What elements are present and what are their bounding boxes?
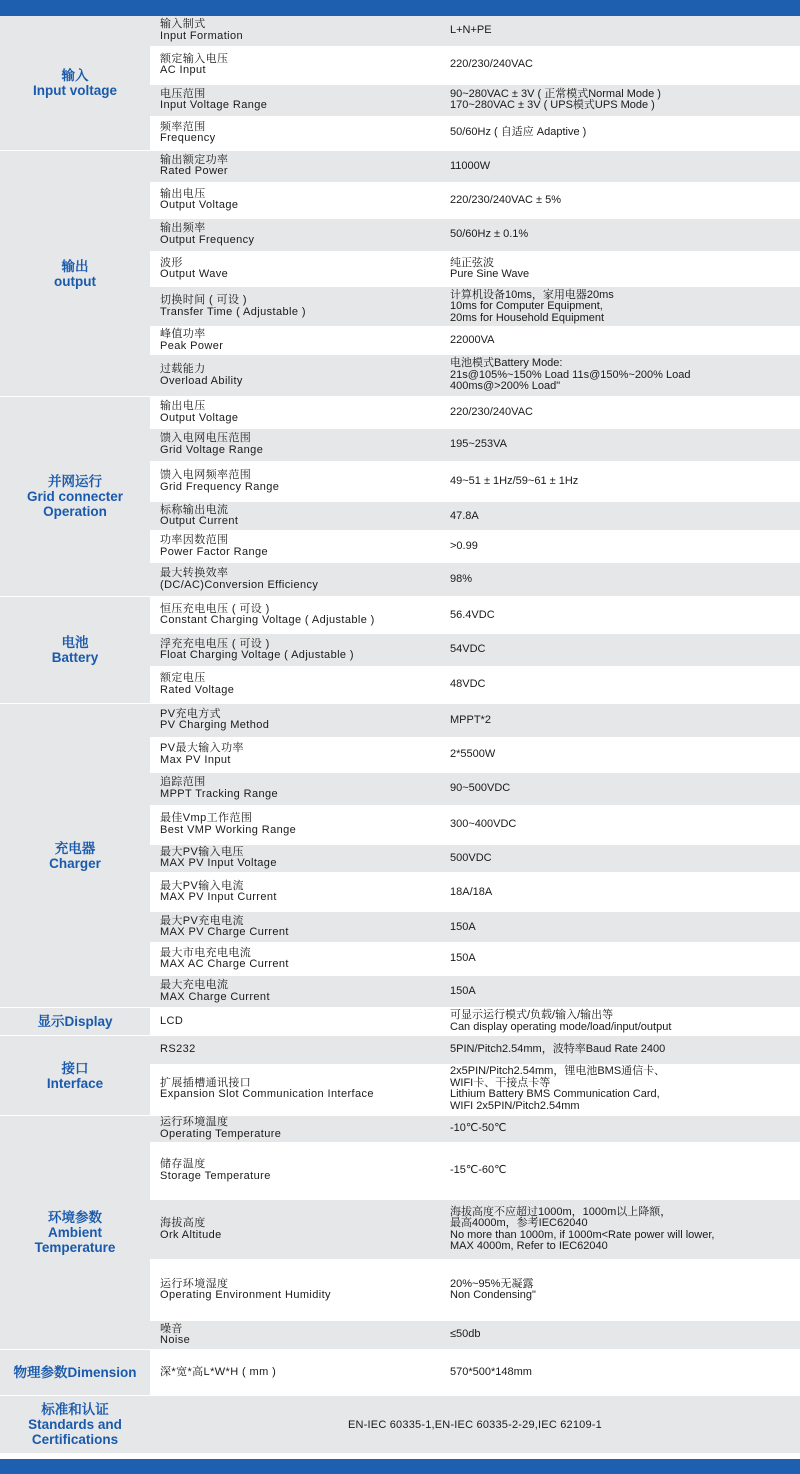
spec-row: [150, 1036, 800, 1064]
section-title-line: output: [54, 273, 96, 289]
spec-value: [440, 1123, 800, 1135]
sections.2.rows.5.value-line: 98%: [450, 572, 473, 585]
spec-row: [150, 355, 800, 396]
sections.7.rows.1.name-line: 储存温度: [160, 1158, 206, 1171]
sections.7.rows.2.value-line: 最高4000m，参考IEC62040: [450, 1217, 588, 1230]
spec-name: [150, 505, 440, 528]
sections.6.rows.1.value-line: Lithium Battery BMS Communication Card,: [450, 1088, 660, 1101]
spec-row: [150, 872, 800, 912]
sections.8.rows.0.name-line: 深*宽*高L*W*H ( mm ): [160, 1365, 277, 1378]
spec-name: [150, 223, 440, 246]
spec-value: [440, 887, 800, 899]
spec-value: [440, 922, 800, 934]
sections.8.rows.0.value-line: 570*500*148mm: [450, 1365, 532, 1378]
section-title-line: Charger: [49, 855, 101, 871]
spec-name: [150, 19, 440, 42]
section-battery: [0, 597, 800, 704]
sections.3.rows.0.name-line: Constant Charging Voltage ( Adjustable ): [160, 614, 375, 627]
spec-name: [150, 258, 440, 281]
spec-value: [440, 541, 800, 553]
spec-name: [150, 709, 440, 732]
sections.1.rows.3.name-line: Output Wave: [160, 268, 229, 281]
spec-row: [150, 942, 800, 976]
sections.4.rows.3.name-line: 最佳Vmp工作范围: [160, 812, 253, 825]
sections.1.rows.4.name-line: 切换时间 ( 可设 ): [160, 294, 247, 307]
spec-row: [150, 85, 800, 117]
sections.4.rows.7.value-line: 150A: [450, 952, 476, 965]
sections.0.rows.0.name-line: Input Formation: [160, 29, 244, 42]
section-title-line: 物理参数Dimension: [13, 1365, 137, 1380]
spec-row: [150, 530, 800, 563]
spec-value: [440, 476, 800, 488]
sections.6.rows.1.value-line: WIFI 2x5PIN/Pitch2.54mm: [450, 1099, 580, 1112]
spec-row: [150, 502, 800, 530]
sections.2.rows.2.name-line: Grid Frequency Range: [160, 480, 280, 493]
sections.3.rows.1.name-line: 浮充充电电压 ( 可设 ): [160, 637, 270, 650]
sections.4.rows.1.name-line: Max PV Input: [160, 753, 231, 766]
spec-row: [150, 773, 800, 805]
sections.4.rows.2.name-line: MPPT Tracking Range: [160, 787, 279, 800]
spec-name: [150, 980, 440, 1003]
spec-name: [150, 329, 440, 352]
sections.0.rows.1.name-line: 额定输入电压: [160, 52, 229, 65]
section-standards: [0, 1396, 800, 1453]
sections.0.rows.2.value-line: 170~280VAC ± 3V ( UPS模式UPS Mode ): [450, 99, 655, 112]
spec-value: [440, 1165, 800, 1177]
spec-value: [440, 644, 800, 656]
section-title-line: 输出: [61, 258, 89, 274]
spec-name: [150, 1324, 440, 1347]
spec-value: [440, 749, 800, 761]
sections.4.rows.0.value-line: MPPT*2: [450, 713, 491, 726]
sections.4.rows.5.name-line: 最大PV输入电流: [160, 879, 244, 892]
section-title-line: Operation: [43, 504, 107, 519]
spec-value: [440, 610, 800, 622]
sections.1.rows.2.name-line: Output Frequency: [160, 233, 255, 246]
spec-row: [150, 16, 800, 46]
sections.4.rows.3.value-line: 300~400VDC: [450, 817, 517, 830]
spec-value: [440, 1044, 800, 1056]
sections.1.rows.5.name-line: Peak Power: [160, 339, 224, 352]
sections.1.rows.1.name-line: 输出电压: [160, 187, 206, 200]
spec-value: [440, 407, 800, 419]
sections.1.rows.1.name-line: Output Voltage: [160, 199, 239, 212]
spec-value: [440, 1367, 800, 1379]
section-title-line: Standards and: [28, 1417, 122, 1432]
sections.1.rows.5.value-line: 22000VA: [450, 333, 495, 346]
section-title: [0, 151, 150, 396]
section-temperature: [0, 1116, 800, 1350]
sections.7.rows.3.name-line: Operating Environment Humidity: [160, 1289, 331, 1302]
sections.6.rows.1.value-line: WIFI卡、干接点卡等: [450, 1076, 551, 1089]
spec-row: [150, 563, 800, 596]
section-charger: [0, 704, 800, 1008]
spec-value: [440, 1207, 800, 1253]
spec-name: [150, 155, 440, 178]
spec-row: [150, 461, 800, 503]
sections.3.rows.2.name-line: 额定电压: [160, 672, 206, 685]
spec-value: [440, 511, 800, 523]
section-dimension: [0, 1350, 800, 1396]
section-input-voltage: [0, 16, 800, 151]
sections.2.rows.0.name-line: 输出电压: [160, 400, 206, 413]
sections.7.rows.2.name-line: 海拔高度: [160, 1217, 206, 1230]
section-title-line: Temperature: [34, 1240, 116, 1255]
top-bar: [0, 0, 800, 16]
sections.7.rows.3.name-line: 运行环境湿度: [160, 1277, 229, 1290]
spec-row: [150, 1142, 800, 1200]
spec-row: [150, 1321, 800, 1349]
section-operation: [0, 397, 800, 597]
section-display: [0, 1008, 800, 1036]
sections.0.rows.1.value-line: 220/230/240VAC: [450, 58, 533, 71]
spec-row: [150, 597, 800, 634]
sections.4.rows.1.value-line: 2*5500W: [450, 748, 496, 761]
spec-row: [150, 116, 800, 150]
spec-name: [150, 295, 440, 318]
sections.2.rows.2.value-line: 49~51 ± 1Hz/59~61 ± 1Hz: [450, 474, 579, 487]
section-title-line: Battery: [51, 650, 99, 665]
sections.4.rows.6.value-line: 150A: [450, 920, 476, 933]
sections.0.rows.3.value-line: 50/60Hz ( 自适应 Adaptive ): [450, 126, 587, 139]
section-title-line: 并网运行: [48, 474, 102, 489]
sections.1.rows.2.name-line: 输出频率: [160, 222, 206, 235]
spec-row: [150, 1064, 800, 1115]
sections.1.rows.5.name-line: 峰值功率: [160, 328, 206, 341]
section-title-line: 显示Display: [37, 1014, 113, 1029]
sections.6.rows.1.name-line: Expansion Slot Communication Interface: [160, 1088, 374, 1101]
spec-value: [440, 161, 800, 173]
sections.1.rows.0.name-line: Rated Power: [160, 165, 228, 178]
section-title: [0, 1396, 150, 1453]
spec-value: [440, 819, 800, 831]
spec-name: [150, 364, 440, 387]
sections.4.rows.0.name-line: PV充电方式: [160, 707, 222, 720]
sections.4.rows.6.name-line: 最大PV充电电流: [160, 914, 244, 927]
sections.2.rows.2.name-line: 馈入电网频率范围: [160, 469, 252, 482]
sections.3.rows.1.name-line: Float Charging Voltage ( Adjustable ): [160, 649, 354, 661]
spec-name: [150, 673, 440, 696]
sections.2.rows.0.name-line: Output Voltage: [160, 411, 239, 424]
sections.2.rows.0.value-line: 220/230/240VAC: [450, 406, 533, 419]
sections.4.rows.4.name-line: 最大PV输入电压: [160, 845, 244, 858]
spec-value: [440, 59, 800, 71]
section-title: [0, 1036, 150, 1115]
spec-value: [440, 953, 800, 965]
sections.0.rows.2.name-line: 电压范围: [160, 87, 206, 100]
bottom-bar: [0, 1459, 800, 1474]
sections.1.rows.0.name-line: 输出额定功率: [160, 153, 229, 166]
sections.1.rows.4.name-line: Transfer Time ( Adjustable ): [160, 305, 306, 318]
sections.2.rows.1.name-line: 馈入电网电压范围: [160, 432, 252, 445]
spec-name: [150, 1044, 440, 1056]
sections.6.rows.0.name-line: RS232: [160, 1043, 196, 1056]
spec-row: [150, 1259, 800, 1321]
sections.1.rows.4.value-line: 10ms for Computer Equipment,: [450, 300, 603, 313]
spec-row: [150, 151, 800, 182]
spec-name: [150, 847, 440, 870]
spec-name: [150, 1117, 440, 1140]
sections.4.rows.2.value-line: 90~500VDC: [450, 781, 511, 794]
sections.5.rows.0.value-line: Can display operating mode/load/input/output: [450, 1020, 672, 1033]
spec-name: [150, 881, 440, 904]
sections.2.rows.3.name-line: Output Current: [160, 515, 239, 528]
spec-name: [150, 1016, 440, 1028]
sections.7.rows.0.name-line: 运行环境温度: [160, 1116, 229, 1129]
spec-table: [0, 16, 800, 1459]
sections.2.rows.4.name-line: 功率因数范围: [160, 534, 229, 547]
sections.7.rows.3.value-line: Non Condensing": [450, 1289, 536, 1302]
sections.1.rows.3.value-line: 纯正弦波: [450, 256, 494, 269]
spec-row: [150, 704, 800, 737]
spec-value: [440, 195, 800, 207]
section-title-line: Grid connecter: [26, 489, 124, 504]
sections.1.rows.3.value-line: Pure Sine Wave: [450, 268, 530, 281]
spec-row: [150, 326, 800, 355]
spec-value: [440, 25, 800, 37]
spec-value: [440, 290, 800, 325]
section-title: [0, 1350, 150, 1395]
spec-value: [440, 1010, 800, 1033]
sections.7.rows.4.name-line: Noise: [160, 1334, 191, 1347]
spec-row: [150, 737, 800, 773]
sections.4.rows.7.name-line: MAX AC Charge Current: [160, 958, 289, 971]
spec-row: [150, 429, 800, 461]
section-title: [0, 704, 150, 1007]
sections.3.rows.2.value-line: 48VDC: [450, 677, 486, 690]
sections.4.rows.4.value-line: 500VDC: [450, 851, 492, 864]
spec-value: [440, 335, 800, 347]
section-title: [0, 16, 150, 150]
sections.4.rows.8.value-line: 150A: [450, 984, 476, 997]
sections.0.rows.1.name-line: AC Input: [160, 64, 207, 77]
sections.1.rows.6.name-line: 过载能力: [160, 363, 206, 376]
sections.3.rows.0.name-line: 恒压充电电压 ( 可设 ): [160, 602, 270, 615]
sections.1.rows.3.name-line: 波形: [160, 256, 183, 269]
section-interface: [0, 1036, 800, 1116]
spec-name: [150, 1367, 440, 1379]
spec-row: [150, 251, 800, 288]
spec-name: [150, 1218, 440, 1241]
spec-row: [150, 912, 800, 942]
sections.7.rows.2.value-line: MAX 4000m, Refer to IEC62040: [450, 1240, 608, 1253]
section-title-line: 电池: [61, 635, 89, 650]
spec-name: [150, 777, 440, 800]
spec-row: [150, 805, 800, 845]
sections.2.rows.5.name-line: (DC/AC)Conversion Efficiency: [160, 578, 319, 591]
spec-row: [150, 1350, 800, 1395]
spec-name: [150, 1279, 440, 1302]
standards-value: EN-IEC 60335-1,EN-IEC 60335-2-29,IEC 62109-1: [150, 1396, 800, 1453]
sections.7.rows.4.value-line: ≤50db: [450, 1328, 481, 1341]
spec-name: [150, 604, 440, 627]
spec-value: [440, 715, 800, 727]
sections.1.rows.6.value-line: 电池模式Battery Mode:: [450, 357, 563, 370]
spec-value: [440, 358, 800, 393]
sections.0.rows.2.value-line: 90~280VAC ± 3V ( 正常模式Normal Mode ): [450, 87, 661, 100]
spec-value: [440, 986, 800, 998]
spec-name: [150, 1078, 440, 1101]
sections.4.rows.7.name-line: 最大市电充电电流: [160, 946, 252, 959]
section-title: [0, 1008, 150, 1035]
sections.7.rows.2.value-line: No more than 1000m, if 1000m<Rate power will lower,: [450, 1228, 715, 1241]
spec-name: [150, 568, 440, 591]
spec-row: [150, 634, 800, 667]
sections.7.rows.0.value-line: -10℃-50℃: [450, 1122, 507, 1135]
section-title-line: Ambient: [48, 1225, 102, 1240]
spec-name: [150, 639, 440, 662]
spec-name: [150, 122, 440, 145]
spec-name: [150, 813, 440, 836]
section-title-line: 环境参数: [48, 1210, 102, 1225]
sections.4.rows.6.name-line: MAX PV Charge Current: [160, 926, 289, 939]
spec-row: [150, 1008, 800, 1035]
spec-row: [150, 666, 800, 703]
spec-name: [150, 89, 440, 112]
section-title-line: 标准和认证: [41, 1402, 109, 1417]
sections.2.rows.3.value-line: 47.8A: [450, 509, 479, 522]
sections.0.rows.3.name-line: 频率范围: [160, 120, 206, 133]
sections.6.rows.1.name-line: 扩展插槽通讯接口: [160, 1076, 252, 1089]
spec-row: [150, 976, 800, 1007]
spec-row: [150, 287, 800, 326]
sections.7.rows.1.name-line: Storage Temperature: [160, 1169, 271, 1182]
sections.5.rows.0.value-line: 可显示运行模式/负载/输入/输出等: [450, 1009, 614, 1021]
sections.1.rows.6.value-line: 400ms@>200% Load": [450, 380, 561, 393]
sections.1.rows.6.value-line: 21s@105%~150% Load 11s@150%~200% Load: [450, 368, 691, 381]
section-title-line: Input voltage: [33, 83, 117, 98]
sections.1.rows.0.value-line: 11000W: [450, 159, 491, 172]
sections.4.rows.4.name-line: MAX PV Input Voltage: [160, 857, 277, 870]
sections.1.rows.4.value-line: 20ms for Household Equipment: [450, 311, 605, 324]
spec-value: [440, 1066, 800, 1112]
sections.1.rows.6.name-line: Overload Ability: [160, 374, 243, 387]
sections.6.rows.0.value-line: 5PIN/Pitch2.54mm，波特率Baud Rate 2400: [450, 1043, 666, 1056]
sections.7.rows.3.value-line: 20%~95%无凝露: [450, 1277, 534, 1290]
spec-row: [150, 397, 800, 429]
spec-row: [150, 46, 800, 85]
spec-value: [440, 679, 800, 691]
sections.2.rows.1.name-line: Grid Voltage Range: [160, 443, 264, 456]
spec-row: [150, 1116, 800, 1142]
sections.1.rows.2.value-line: 50/60Hz ± 0.1%: [450, 227, 529, 240]
sections.3.rows.0.value-line: 56.4VDC: [450, 608, 495, 621]
spec-value: [440, 1279, 800, 1302]
spec-row: [150, 182, 800, 219]
sections.5.rows.0.name-line: LCD: [160, 1014, 184, 1027]
spec-value: [440, 574, 800, 586]
spec-value: [440, 439, 800, 451]
section-title-line: 充电器: [54, 840, 96, 856]
spec-value: [440, 89, 800, 112]
spec-value: [440, 229, 800, 241]
section-title: [0, 1116, 150, 1349]
sections.1.rows.1.value-line: 220/230/240VAC ± 5%: [450, 193, 562, 206]
sections.3.rows.2.name-line: Rated Voltage: [160, 683, 235, 696]
sections.3.rows.1.value-line: 54VDC: [450, 643, 486, 656]
sections.4.rows.5.name-line: MAX PV Input Current: [160, 891, 277, 904]
sections.4.rows.1.name-line: PV最大输入功率: [160, 742, 244, 755]
sections.2.rows.3.name-line: 标称输出电流: [160, 503, 229, 516]
sections.7.rows.4.name-line: 噪音: [160, 1322, 183, 1335]
sections.4.rows.3.name-line: Best VMP Working Range: [160, 823, 297, 836]
spec-row: [150, 1200, 800, 1260]
spec-row: [150, 219, 800, 251]
section-output: [0, 151, 800, 397]
spec-value: [440, 127, 800, 139]
sections.4.rows.8.name-line: 最大充电电流: [160, 979, 229, 992]
spec-name: [150, 401, 440, 424]
spec-name: [150, 916, 440, 939]
sections.2.rows.5.name-line: 最大转换效率: [160, 567, 229, 580]
sections.0.rows.2.name-line: Input Voltage Range: [160, 99, 268, 112]
sections.0.rows.0.value-line: L+N+PE: [450, 24, 492, 37]
spec-value: [440, 1329, 800, 1341]
spec-name: [150, 1159, 440, 1182]
sections.4.rows.5.value-line: 18A/18A: [450, 885, 493, 898]
spec-name: [150, 948, 440, 971]
sections.2.rows.1.value-line: 195~253VA: [450, 438, 507, 451]
section-title-line: 接口: [61, 1060, 89, 1076]
spec-name: [150, 743, 440, 766]
sections.2.rows.4.value-line: >0.99: [450, 540, 478, 552]
spec-name: [150, 433, 440, 456]
spec-row: [150, 845, 800, 873]
sections.4.rows.8.name-line: MAX Charge Current: [160, 990, 270, 1003]
sections.7.rows.0.name-line: Operating Temperature: [160, 1127, 282, 1140]
sections.4.rows.2.name-line: 追踪范围: [160, 776, 206, 789]
section-title-line: Certifications: [31, 1432, 119, 1447]
spec-value: [440, 853, 800, 865]
spec-name: [150, 54, 440, 77]
sections.2.rows.4.name-line: Power Factor Range: [160, 545, 269, 558]
spec-name: [150, 535, 440, 558]
section-title-line: Interface: [46, 1075, 104, 1091]
sections.0.rows.3.name-line: Frequency: [160, 132, 216, 145]
spec-name: [150, 470, 440, 493]
spec-value: [440, 783, 800, 795]
section-title: [0, 597, 150, 703]
sections.7.rows.2.name-line: Ork Altitude: [160, 1228, 222, 1241]
spec-name: [150, 189, 440, 212]
section-title-line: 输入: [61, 68, 89, 83]
sections.6.rows.1.value-line: 2x5PIN/Pitch2.54mm，锂电池BMS通信卡、: [450, 1065, 666, 1078]
sections.4.rows.0.name-line: PV Charging Method: [160, 719, 270, 732]
spec-value: [440, 258, 800, 281]
sections.0.rows.0.name-line: 输入制式: [160, 18, 206, 31]
sections.1.rows.4.value-line: 计算机设备10ms，家用电器20ms: [450, 288, 614, 301]
sections.7.rows.1.value-line: -15℃-60℃: [450, 1164, 507, 1177]
sections.7.rows.2.value-line: 海拔高度不应超过1000m，1000m以上降额，: [450, 1205, 672, 1218]
section-title: [0, 397, 150, 596]
